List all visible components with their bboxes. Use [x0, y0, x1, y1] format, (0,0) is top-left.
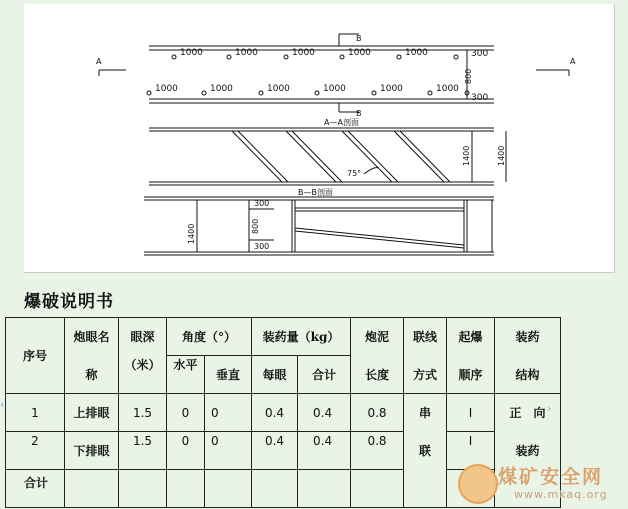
- blast-hole-marker: [259, 91, 263, 95]
- plan-view: [99, 34, 569, 112]
- row-2-depth: 1.5: [119, 432, 167, 470]
- hole-spacing-label: 1000: [405, 48, 428, 58]
- blast-hole-marker: [147, 91, 151, 95]
- section-b-dim-top: 300: [254, 199, 270, 208]
- watermark-text: 煤矿安全网: [498, 466, 604, 488]
- header-structure-part1: 装药: [495, 318, 561, 356]
- hole-spacing-label: 1000: [323, 84, 346, 94]
- blast-hole-marker: [340, 55, 344, 59]
- charge-structure-bottom: 装药: [495, 432, 561, 470]
- angle-label: 75°: [347, 169, 362, 178]
- hole-spacing-label: 1000: [436, 84, 459, 94]
- row-2-per-hole: 0.4: [252, 432, 298, 470]
- total-vertical-cell: [205, 470, 252, 508]
- resize-handle-left-icon[interactable]: ‹: [0, 398, 5, 411]
- total-horizontal-cell: [167, 470, 205, 508]
- hole-spacing-label: 1000: [155, 84, 178, 94]
- header-hole-name-part2: 称: [65, 356, 119, 394]
- row-1-depth: 1.5: [119, 394, 167, 432]
- header-angle-vertical: 垂直: [205, 356, 252, 394]
- row-1-horizontal: 0: [167, 394, 205, 432]
- hole-spacing-label: 1000: [180, 48, 203, 58]
- blast-hole-marker: [227, 55, 231, 59]
- section-mark-b-bottom: B: [356, 109, 362, 118]
- row-1-no: 1: [6, 394, 65, 432]
- total-connection-cell: [404, 470, 447, 508]
- row-2-name: 下排眼: [65, 432, 119, 470]
- row-1-total: 0.4: [298, 394, 351, 432]
- header-depth-part1: 眼深: [119, 318, 167, 356]
- section-a-dim-left: 1400: [462, 145, 471, 166]
- header-connection-part2: 方式: [404, 356, 447, 394]
- header-stemming-part2: 长度: [351, 356, 404, 394]
- row-2-vertical: 0: [205, 432, 252, 470]
- header-angle-horizontal: 水平: [167, 356, 205, 394]
- blast-hole-marker: [372, 91, 376, 95]
- section-a-title: A—A剖面: [324, 118, 359, 127]
- section-b-title: B—B剖面: [298, 188, 333, 197]
- header-hole-name-part1: 炮眼名: [65, 318, 119, 356]
- section-b-dim-total: 1400: [187, 223, 196, 244]
- row-1-vertical: 0: [205, 394, 252, 432]
- header-charge-total: 合计: [298, 356, 351, 394]
- hole-spacing-label: 1000: [267, 84, 290, 94]
- section-b-view: [144, 197, 494, 255]
- section-mark-a-right: A: [570, 57, 576, 66]
- row-1-per-hole: 0.4: [252, 394, 298, 432]
- blast-hole-marker: [284, 55, 288, 59]
- watermark-logo-icon: [458, 464, 498, 504]
- charge-structure-top: 正 向: [495, 394, 561, 432]
- row-2-total: 0.4: [298, 432, 351, 470]
- header-stemming-part1: 炮泥: [351, 318, 404, 356]
- header-charge-per-hole: 每眼: [252, 356, 298, 394]
- row-1-name: 上排眼: [65, 394, 119, 432]
- watermark-url: www.mkaq.org: [514, 488, 608, 501]
- watermark: [458, 462, 623, 506]
- blast-design-drawing: [24, 4, 615, 273]
- drawing-canvas: [24, 4, 614, 272]
- total-name-cell: [65, 470, 119, 508]
- plan-holes-bottom-row: [147, 84, 469, 95]
- blast-hole-marker: [454, 55, 458, 59]
- blast-hole-marker: [202, 91, 206, 95]
- section-mark-a-left: A: [96, 57, 102, 66]
- section-mark-b-top: B: [356, 34, 362, 43]
- plan-dim-middle: 800: [464, 68, 473, 84]
- blast-hole-marker: [172, 55, 176, 59]
- plan-dim-top: 300: [471, 49, 489, 59]
- header-angle: 角度（°）: [167, 318, 252, 356]
- row-1-sequence: Ⅰ: [447, 394, 495, 432]
- hole-spacing-label: 1000: [235, 48, 258, 58]
- header-connection-part1: 联线: [404, 318, 447, 356]
- row-2-no: 2: [6, 432, 65, 470]
- connection-method-bottom: 联: [404, 432, 447, 470]
- header-sequence-part2: 顺序: [447, 356, 495, 394]
- section-a-dim-right: 1400: [497, 145, 506, 166]
- blast-hole-marker: [397, 55, 401, 59]
- header-depth-part2: （米）: [119, 356, 167, 394]
- document-title: 爆破说明书: [24, 292, 114, 312]
- hole-spacing-label: 1000: [348, 48, 371, 58]
- header-charge: 装药量（kg）: [252, 318, 351, 356]
- hole-spacing-label: 1000: [210, 84, 233, 94]
- header-sequence-part1: 起爆: [447, 318, 495, 356]
- header-no: 序号: [6, 318, 65, 394]
- hole-spacing-label: 1000: [380, 84, 403, 94]
- section-b-dim-bottom: 300: [254, 242, 270, 251]
- total-stemming-cell: [351, 470, 404, 508]
- table-row: [6, 394, 561, 432]
- section-a-view: [149, 128, 506, 185]
- plan-dim-bottom: 300: [471, 93, 489, 103]
- blast-hole-marker: [428, 91, 432, 95]
- connection-method-top: 串: [404, 394, 447, 432]
- row-1-stemming: 0.8: [351, 394, 404, 432]
- resize-handle-right-icon[interactable]: ›: [547, 402, 552, 415]
- row-2-stemming: 0.8: [351, 432, 404, 470]
- total-charge-cell: [298, 470, 351, 508]
- hole-spacing-label: 1000: [292, 48, 315, 58]
- row-2-sequence: Ⅰ: [447, 432, 495, 470]
- header-structure-part2: 结构: [495, 356, 561, 394]
- row-2-horizontal: 0: [167, 432, 205, 470]
- blast-hole-marker: [315, 91, 319, 95]
- section-b-dim-middle: 800: [251, 218, 260, 234]
- total-per-hole-cell: [252, 470, 298, 508]
- total-depth-cell: [119, 470, 167, 508]
- total-label: 合计: [6, 470, 65, 508]
